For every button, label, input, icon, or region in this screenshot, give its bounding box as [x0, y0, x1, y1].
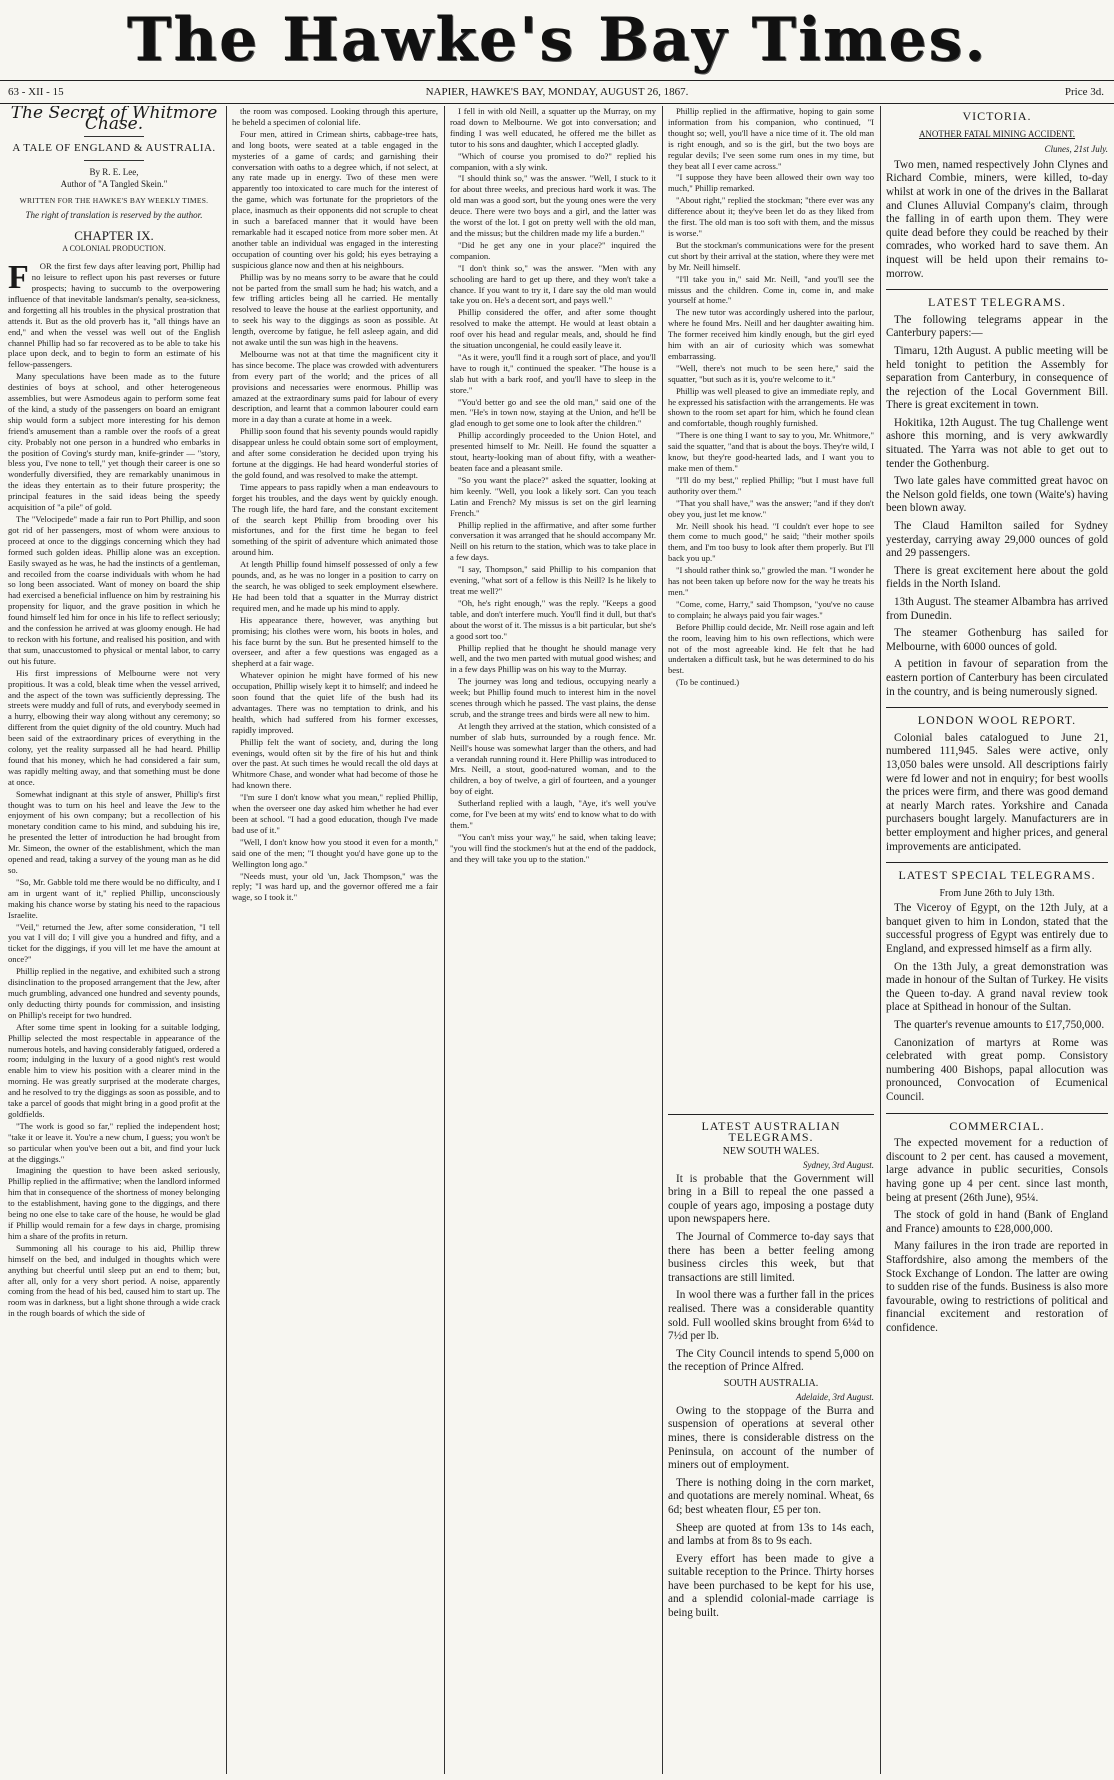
- wool-report-text: Colonial bales catalogued to June 21, numbered 111,945. Sales were active, only 13,050 bales were unsold. All descriptions fairly were fd lower and not in enquiry; for best woolls the prices were firm, and there was good demand at nearly March rates. Yorkshire and Canada purchasers bought largely. Manufacturers are in better employment and higher prices, and general improvements are anticipated.: [886, 731, 1108, 853]
- paragraph: The City Council intends to spend 5,000 on the reception of Prince Alfred.: [668, 1347, 874, 1374]
- paragraph: "Did he get any one in your place?" inquired the companion.: [450, 239, 656, 261]
- paragraph: I fell in with old Neill, a squatter up the Murray, on my road down to Melbourne. We got into conversation; and finding I was well educated, he offered me the billet as tutor to his sons and daughter, which I accepted gladly.: [450, 106, 656, 149]
- paragraph: "That you shall have," was the answer; "and if they don't obey you, just let me know.": [668, 497, 874, 519]
- paragraph: "I suppose they have been allowed their own way too much," Phillip remarked.: [668, 172, 874, 194]
- dateline: [0, 80, 1114, 104]
- written-for-note: WRITTEN FOR THE HAWKE'S BAY WEEKLY TIMES.: [19, 195, 209, 205]
- chapter-heading: CHAPTER IX.: [74, 228, 154, 244]
- paragraph: Imagining the question to have been asked seriously, Phillip replied in the affirmative; when the landlord informed him that in consequence of the shortness of money belonging to the establishment, having gone to the diggings, and there being no one else to take care of the house, he would be glad if Phillip would remain for a few days in charge, promising him a share of the profits in return.: [8, 1165, 220, 1241]
- paragraph: "So, Mr. Gabble told me there would be no difficulty, and I am in urgent want of it," replied Phillip, unconsciously making his chance worse by stating his need to the rapacious Israelite.: [8, 876, 220, 920]
- paragraph: "Come, come, Harry," said Thompson, "you've no cause to complain; he always paid you fair wages.": [668, 598, 874, 620]
- paragraph: "Needs must, your old 'un, Jack Thompson," was the reply; "I was hard up, and the governor offered me a fair wage, so I took it.": [232, 870, 438, 903]
- paragraph: Sheep are quoted at from 13s to 14s each, and lambs at from 8s to 9s each.: [668, 1521, 874, 1548]
- victoria-heading: VICTORIA.: [962, 109, 1032, 123]
- paragraph: But the stockman's communications were for the present cut short by their arrival at the station, where they were met by Mr. Neill himself.: [668, 239, 874, 272]
- paragraph: His first impressions of Melbourne were not very propitious. It was a cold, bleak time when the vessel arrived, and the aspect of the town was sufficiently depressing. The streets were muddy and full of ruts, and everybody seemed in a hurry, elbowing their way along without any ceremony; so different from the quiet dignity of the old country. Much had been said of the extraordinary prices of everything in the colony, yet the reality surpassed all he had heard. Phillip found that his money, which he had considered a fair sum, was rapidly melting away, and that something must be done at once.: [8, 667, 220, 787]
- latest-telegrams-intro: The following telegrams appear in the Canterbury papers:—: [886, 313, 1108, 340]
- australian-telegrams-heading: LATEST AUSTRALIAN TELEGRAMS.: [701, 1119, 841, 1144]
- story-subtitle: A TALE OF ENGLAND & AUSTRALIA.: [12, 141, 216, 154]
- paragraph: Phillip was well pleased to give an immediate reply, and he expressed his satisfaction with the arrangements. He was shown to the room set apart for him, which he found clean and comfortable, though roughly furnished.: [668, 385, 874, 429]
- divider: [668, 1114, 874, 1115]
- paragraph: 13th August. The steamer Albambra has arrived from Dunedin.: [886, 596, 1108, 622]
- paragraph: "Which of course you promised to do?" replied his companion, with a sly wink.: [450, 150, 656, 172]
- paragraph: The stock of gold in hand (Bank of England and France) amounts to £28,000,000.: [886, 1209, 1108, 1235]
- divider: [886, 862, 1108, 863]
- special-telegrams-heading: LATEST SPECIAL TELEGRAMS.: [898, 868, 1096, 883]
- divider: [84, 136, 144, 137]
- paragraph: Phillip replied in the affirmative, and after some further conversation it was arranged that he should accompany Mr. Neill on his return to the station, which was to take place in a few days.: [450, 519, 656, 563]
- story-column-2: [232, 106, 438, 1774]
- commercial-text: [886, 1137, 1108, 1335]
- paragraph: "I'm sure I don't know what you mean," replied Phillip, when the overseer one day asked him whether he had ever been at school. "I had a good education, though I've made bad use of it.": [232, 792, 438, 835]
- paragraph: Owing to the stoppage of the Burra and suspension of operations at several other mines, there is considerable distress on the Peninsula, on account of the number of miners out of employment.: [668, 1404, 874, 1472]
- divider: [886, 1113, 1108, 1114]
- commercial-heading: COMMERCIAL.: [949, 1118, 1045, 1133]
- paragraph: The "Velocipede" made a fair run to Port Phillip, and soon got rid of her passengers, most of whom were anxious to proceed at once to the diggings concerning which they had formed such golden ideas. Phillip alone was an exception. Easily swayed as he was, he had the instincts of a gentleman, and recoiled from the coarse individuals with whom he had so long been associated. Want of money on board the ship had exercised a beneficial influence on him by restraining his propensity for liquor, and the grave position in which he found himself led him for once in his life to reflect seriously; and the confession he arrived at was gloomy enough. He had to reckon with his fortune, and realised his position, and with that sum, unaccustomed to physical or mental labor, to carry out his future.: [8, 514, 220, 666]
- paragraph: A petition in favour of separation from the eastern portion of Canterbury has been circulated in the country, and is being numerously signed.: [886, 658, 1108, 698]
- paragraph: (To be continued.): [676, 677, 740, 688]
- story-text: [232, 106, 438, 903]
- sa-text: [668, 1405, 874, 1621]
- paragraph: In wool there was a further fall in the prices realised. There was a considerable quantity sold. Full woolled skins brought from 6¼d to 7½d per lb.: [668, 1289, 874, 1343]
- paragraph: "Oh, he's right enough," was the reply. "Keeps a good table, and don't interfere much. You'll find it dull, but that's about the worst of it. The missus is a bit particular, but she's a good sort too.": [450, 597, 656, 641]
- paragraph: Phillip considered the offer, and after some thought resolved to make the attempt. He would at least obtain a roof over his head and regular meals, and, should he find the situation uncongenial, he could easily leave it.: [450, 307, 656, 351]
- paragraph: Many speculations have been made as to the future destinies of boys at school, and other heterogeneous assemblies, but were Asmodeus again to perform some feat of the kind, a study of the passengers on board an emigrant ship would form a subject more interesting for his demon friend's amusement than a ramble over the roofs of a great city. Probably not one person in a hundred who embarks in the position of Coving's sturdy man, knife-grinder — "story, bless you, I've none to tell," yet though their career is one so wonderfully diversified, they are remarkably unanimous in the ideas they entertain as to their future prosperity; the principal features in the said ideas being the speedy acquisition of "a pile" of gold.: [8, 371, 220, 513]
- paragraph: The quarter's revenue amounts to £17,750,000.: [894, 1019, 1105, 1032]
- paragraph: "I don't think so," was the answer. "Men with any schooling are hard to get up there, and they won't take a chance. If you want to try it, I dare say the old man would take you on. He's a decent sort, and pays well.": [450, 262, 656, 306]
- paragraph: Many failures in the iron trade are reported in Staffordshire, also among the members of the Stock Exchange of London. The latter are owing to sudden rise of the funds. Business is also more favourable, owing to restrictions of political and financial excitement and restoration of confidence.: [886, 1240, 1108, 1334]
- paragraph: "I say, Thompson," said Phillip to his companion that evening, "what sort of a fellow is this Neill? Is he likely to treat me well?": [450, 564, 656, 596]
- masthead: [0, 0, 1114, 80]
- paragraph: It is probable that the Government will bring in a Bill to repeal the one passed a couple of years ago, imposing a postage duty upon newspapers here.: [668, 1172, 874, 1226]
- paragraph: The Claud Hamilton sailed for Sydney yesterday, carrying away 29,000 ounces of gold and 29 passengers.: [886, 520, 1108, 560]
- paragraph: Hokitika, 12th August. The tug Challenge went ashore this morning, and is very awkwardly situated. The Yarra was not able to get out to tender the Gothenburg.: [886, 416, 1108, 470]
- latest-telegrams-text: [886, 345, 1108, 699]
- paragraph: "The work is good so far," replied the independent host; "take it or leave it. You're a new chum, I guess; you won't be so particular when you've been out a bit, and find your luck at the diggings.": [8, 1120, 220, 1164]
- paragraph: Phillip replied in the affirmative, hoping to gain some information from his companion, who continued, "I thought so; well, you'll have a nice time of it. The old man is right enough, and so is the girl, but the two boys are regular devils; I've seen some rum ones in my time, but they beat all I ever came across.": [668, 106, 874, 171]
- paragraph: "So you want the place?" asked the squatter, looking at him keenly. "Well, you look a likely sort. Can you teach Latin and French? My missus is set on the girl learning French.": [450, 474, 656, 518]
- paragraph: After some time spent in looking for a suitable lodging, Phillip selected the most respectable in appearance of the numerous hotels, and having considerably fatigued, ordered a room; indulging in the luxury of a good night's rest would enable him to view his position with a clearer mind in the morning. He was greatly surprised at the moderate charges, and he resolved to try the diggings as soon as possible, and to take a parcel of goods that might bring in a good profit at the goldfields.: [8, 1021, 220, 1119]
- paragraph: "There is one thing I want to say to you, Mr. Whitmore," said the squatter, "and that is about the boys. They're wild, I know, but they're good-hearted lads, and I want you to make men of them.": [668, 430, 874, 473]
- paragraph: The Viceroy of Egypt, on the 12th July, at a banquet given to him in London, stated that the successful progress of Egypt was entirely due to England, and expressed himself as a firm ally.: [886, 902, 1108, 956]
- victoria-dateline: Clunes, 21st July.: [1044, 144, 1108, 155]
- paragraph: On the 13th July, a great demonstration was made in honour of the Sultan of Turkey. He visits the Queen to-day. A grand naval review took place at Spithead in honour of the Sultan.: [886, 960, 1108, 1014]
- paragraph: The expected movement for a reduction of discount to 2 per cent. has caused a movement, large advance in public securities, Consols having gone up 4 per cent. since last month, being at present (26th June), 95¼.: [886, 1137, 1108, 1204]
- author-note: Author of "A Tangled Skein.": [60, 178, 168, 189]
- paragraph: Melbourne was not at that time the magnificent city it has since become. The place was crowded with adventurers from every part of the world; and the prices of all provisions and necessaries were enormous. Phillip was amazed at the extraordinary sums paid for labour of every description, and learnt that a common labourer could earn more in a day than a curate at home in a week.: [232, 348, 438, 425]
- divider: [886, 289, 1108, 290]
- news-column-4: [668, 106, 874, 1774]
- paragraph: Somewhat indignant at this style of answer, Phillip's first thought was to turn on his heel and leave the Jew to the enjoyment of his own company; but a recollection of his monetary condition came to his mind, and subduing his ire, he presented the letter of introduction he had brought from Mr. Simeon, the owner of the establishment, which the man opened and read, taking a survey of the young man as he did so.: [8, 788, 220, 875]
- paragraph: Every effort has been made to give a suitable reception to the Prince. Thirty horses have been purchased to be kept for his use, and a splendid colonial-made carriage is being built.: [668, 1552, 874, 1620]
- paragraph: the room was composed. Looking through this aperture, he beheld a specimen of colonial life.: [232, 106, 438, 127]
- paragraph: The journey was long and tedious, occupying nearly a week; but Phillip found much to interest him in the novel scenes through which he passed. The vast plains, the dense scrub, and the strange trees and birds were all new to him.: [450, 676, 656, 719]
- paragraph: Before Phillip could decide, Mr. Neill rose again and left the room, leaving him to his own reflections, which were not of the most agreeable kind. He felt that he had undertaken a difficult task, but he was determined to do his best.: [668, 621, 874, 676]
- paragraph: "I should think so," was the answer. "Well, I stuck to it for about three weeks, and precious hard work it was. The old man was a good sort, but the young ones were the very deuce. There were two boys and a girl, and the latter was the worst of the lot. I got on pretty well with the old man, and the missus; but the children made my life a burden.": [450, 173, 656, 238]
- paragraph: The steamer Gothenburg has sailed for Melbourne, with 6000 ounces of gold.: [886, 627, 1108, 653]
- paragraph: Phillip felt the want of society, and, during the long evenings, would often sit by the fire of his hut and think over the past. At such times he would recall the old days at Whitmore Chase, and wonder what had become of those he had known there.: [232, 736, 438, 791]
- chapter-title: A COLONIAL PRODUCTION.: [62, 244, 166, 254]
- story-column-3: [450, 106, 656, 1774]
- paragraph: Phillip replied in the negative, and exhibited such a strong disinclination to the proposed arrangement that the Jew, after much grumbling, advanced one hundred and seventy pounds, only deducting thirty pounds for commission, and insisting on Phillip's receipt for two hundred.: [8, 966, 220, 1020]
- date-and-place: NAPIER, HAWKE'S BAY, MONDAY, AUGUST 26, 1867.: [425, 86, 689, 98]
- column-rule: [444, 106, 445, 1774]
- paragraph: "You'd better go and see the old man," said one of the men. "He's in town now, staying at the Union, and he'll be glad enough to get some one to look after the children.": [450, 396, 656, 429]
- column-rule: [880, 106, 881, 1774]
- nsw-text: [668, 1173, 874, 1375]
- paragraph: Time appears to pass rapidly when a man endeavours to forget his troubles, and the days went by quickly enough. The rough life, the hard fare, and the constant excitement of the search kept Phillip from brooding over his misfortunes, and for the first time he began to feel something of the spirit of adventure which animated those around him.: [232, 481, 438, 558]
- paragraph: "You can't miss your way," he said, when taking leave; "you will find the stockmen's hut at the end of the paddock, and they will take you up to the station.": [450, 831, 656, 864]
- wool-report-heading: LONDON WOOL REPORT.: [917, 713, 1077, 728]
- story-text: [450, 106, 656, 865]
- paragraph: At length they arrived at the station, which consisted of a number of slab huts, surrounded by a rough fence. Mr. Neill's house was somewhat larger than the others, and had a verandah running round it. Here Phillip was introduced to Mrs. Neill, a stout, good-natured woman, and to the children, a boy of twelve, a girl of fourteen, and a younger boy of eight.: [450, 720, 656, 797]
- paragraph: "I should rather think so," growled the man. "I wonder he has not been taken up before now for the way he treats his men.": [668, 565, 874, 597]
- paragraph: "Well, there's not much to be seen here," said the squatter, "but such as it is, you're welcome to it.": [668, 362, 874, 384]
- victoria-text: Two men, named respectively John Clynes and Richard Combie, miners, were killed, to-day whilst at work in one of the drives in the Ballarat and Clunes Alluvial Company's claim, through the falling in of earth upon them. They were quite dead before they could be reached by their comrades, who worked hard to save them. An inquest will be held upon their remains to-morrow.: [886, 158, 1108, 280]
- divider: [886, 707, 1108, 708]
- sa-heading: SOUTH AUSTRALIA.: [723, 1377, 819, 1389]
- paragraph: Summoning all his courage to his aid, Phillip threw himself on the bed, and indulged in thoughts which were anything but cheerful until sleep put an end to them; but, after all, only for a very short period. A noise, apparently coming from the head of his bed, caused him to start up. The room was in darkness, but a light shone through a wide crack in the rough boards of which the side of: [8, 1242, 220, 1319]
- paragraph: Mr. Neill shook his head. "I couldn't ever hope to see them come to much good," he said; "their mother spoils them, and I'm too busy to look after them properly. But I'll back you up.": [668, 520, 874, 564]
- paragraph: The Journal of Commerce to-day says that there has been a better feeling among business circles this week, but that transactions are still limited.: [668, 1231, 874, 1284]
- paragraph: Four men, attired in Crimean shirts, cabbage-tree hats, and long boots, were seated at a table engaged in the mysteries of a game of cards; and garnishing their conversation with oaths to a degree which, if not select, at any rate made up in energy. Two of these men were apparently too intoxicated to care much for the interest of the game, which was fortunate for the proprietors of the place, inasmuch as their opponents did not scruple to cheat in such a barefaced manner that it would have been remarkable had it escaped notice from more sober men. At another table an individual was engaged in the interesting occupation of counting over his gold; his eyes betraying a suspicious glance now and then at his neighbours.: [232, 128, 438, 270]
- story-text: [668, 106, 874, 1106]
- paragraph: Sutherland replied with a laugh, "Aye, it's well you've come, for I've been at my wits' end to know what to do with them.": [450, 798, 656, 830]
- paragraph: "I'll take you in," said Mr. Neill, "and you'll see the missus and the children. Come in, come in, and make yourself at home.": [668, 273, 874, 306]
- volume-number: 63 - XII - 15: [8, 86, 64, 98]
- column-rule: [226, 106, 227, 1774]
- latest-telegrams-heading: LATEST TELEGRAMS.: [928, 295, 1066, 310]
- paragraph: OR the first few days after leaving port, Phillip had no leisure to reflect upon his past reverses or future prospects; having to succumb to the overpowering influence of that inevitable landsman's penalty, sea-sickness, and forgetting all his troubles in the physical prostration that attends it. But as the old proverb has it, "all things have an end," and when the vessel was well out of the English channel Phillip had so far recovered as to be able to take his place upon deck, and to begin to form an estimate of his fellow-passengers.: [8, 261, 220, 370]
- newspaper-title: The Hawke's Bay Times.: [126, 5, 988, 75]
- story-title: The Secret of Whitmore Chase.: [10, 106, 218, 134]
- column-rule: [662, 106, 663, 1774]
- news-column-5: [886, 106, 1108, 1774]
- paragraph: Phillip replied that he thought he should manage very well, and the two men parted with mutual good wishes; and in a few days Phillip was on his way to the Murray.: [450, 642, 656, 675]
- paragraph: "Veil," returned the Jew, after some consideration, "I tell you vat I vill do; I vill give you a hundred and fifty, and a ticket for the diggings, if you vill let me have the amount at once?": [8, 921, 220, 965]
- paragraph: Whatever opinion he might have formed of his new occupation, Phillip wisely kept it to himself; and indeed he soon found that the quiet life of the bush had its advantages. There was no temptation to drink, and his health, which had suffered from his former excesses, rapidly improved.: [232, 670, 438, 735]
- paragraph: Timaru, 12th August. A public meeting will be held tonight to petition the Assembly for separation from Canterbury, in consequence of the rejection of the Local Government Bill. There is great excitement in town.: [886, 344, 1108, 412]
- paragraph: Phillip soon found that his seventy pounds would rapidly disappear unless he could obtain some sort of employment, and after some consideration he decided upon trying his fortune at the diggings. He had heard wonderful stories of the gold found, and was resolved to make the attempt.: [232, 426, 438, 480]
- rights-note: The right of translation is reserved by the author.: [25, 210, 203, 221]
- paragraph: Two late gales have committed great havoc on the Nelson gold fields, one town (Waite's) having been blown away.: [886, 475, 1108, 515]
- nsw-dateline: Sydney, 3rd August.: [803, 1159, 874, 1170]
- paragraph: The new tutor was accordingly ushered into the parlour, where he found Mrs. Neill and her daughter awaiting him. The former received him kindly enough, but the girl eyed him with an air of curiosity which was somewhat embarrassing.: [668, 307, 874, 361]
- drop-cap-letter: F: [8, 259, 29, 297]
- paragraph: His appearance there, however, was anything but promising; his clothes were worn, his boots in holes, and his face burnt by the sun. But he presented himself to the overseer, and after a few questions was engaged as a shepherd at a fair wage.: [232, 614, 438, 669]
- paragraph: "About right," replied the stockman; "there ever was any difference about it; they've been let do as they liked from the first. The old man is too soft with them, and the missus is worse.": [668, 195, 874, 238]
- nsw-heading: NEW SOUTH WALES.: [722, 1145, 820, 1157]
- paragraph: Phillip accordingly proceeded to the Union Hotel, and presented himself to Mr. Neill. He found the squatter a stout, hearty-looking man of about fifty, with a weather-beaten face and a pleasant smile.: [450, 430, 656, 473]
- story-byline: By R. E. Lee,: [89, 166, 139, 177]
- story-text: [8, 261, 220, 1319]
- price: Price 3d.: [1064, 86, 1104, 98]
- sa-dateline: Adelaide, 3rd August.: [796, 1391, 874, 1402]
- paragraph: Canonization of martyrs at Rome was celebrated with great pomp. Consistory numbering 400 Bishops, papal allocution was pronounced, Convocation of Ecumenical Council.: [886, 1036, 1108, 1103]
- story-column-1: [8, 106, 220, 1774]
- paragraph: "As it were, you'll find it a rough sort of place, and you'll have to rough it," continued the speaker. "The house is a slab hut with a bark roof, and you'll have to sleep in the store.": [450, 351, 656, 395]
- mining-accident-heading: ANOTHER FATAL MINING ACCIDENT.: [918, 128, 1076, 139]
- paragraph: There is nothing doing in the corn market, and quotations are merely nominal. Wheat, 6s 6d; best wheaten flour, £5 per ton.: [668, 1476, 874, 1516]
- paragraph: Phillip was by no means sorry to be aware that he could not be parted from the small sum he had; his watch, and a few trifling articles being all he carried. He mentally resolved to leave the house at the earliest opportunity, and to seek his way to the diggings as soon as possible. At length, overcome by fatigue, he fell asleep again, and did not awake until the sun was high in the heavens.: [232, 271, 438, 348]
- paragraph: There is great excitement here about the gold fields in the North Island.: [886, 564, 1108, 591]
- paragraph: "Well, I don't know how you stood it even for a month," said one of the men; "I thought you'd have gone up to the Wellington long ago.": [232, 836, 438, 869]
- paragraph: "I'll do my best," replied Phillip; "but I must have full authority over them.": [668, 474, 874, 496]
- divider: [84, 160, 144, 161]
- special-telegrams-date: From June 26th to July 13th.: [939, 887, 1055, 899]
- paragraph: At length Phillip found himself possessed of only a few pounds, and, as he was no longer in a position to carry on the search, he was obliged to seek employment elsewhere. He had been told that a squatter in the Murray district required men, and he made up his mind to apply.: [232, 559, 438, 613]
- special-telegrams-text: [886, 902, 1108, 1104]
